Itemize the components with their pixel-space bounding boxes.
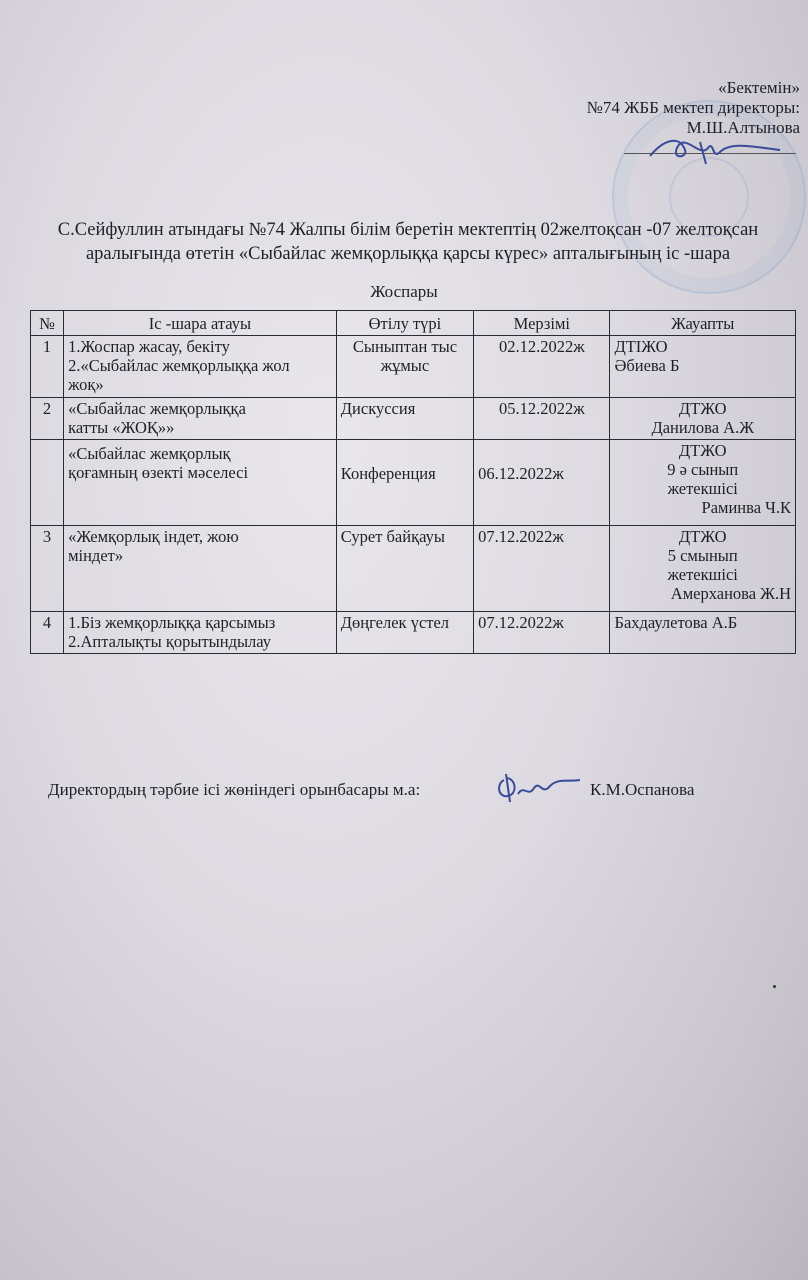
header-format: Өтілу түрі bbox=[336, 311, 473, 336]
event-responsible: ДТЖО Данилова А.Ж bbox=[610, 398, 796, 440]
event-format: Дөңгелек үстел bbox=[336, 612, 473, 654]
event-format: Сурет байқауы bbox=[336, 526, 473, 612]
events-table bbox=[30, 310, 796, 654]
event-date: 07.12.2022ж bbox=[474, 612, 610, 654]
table-header-row bbox=[31, 311, 796, 336]
approval-director-name: М.Ш.Алтынова bbox=[686, 118, 800, 137]
table-row bbox=[31, 336, 796, 398]
event-responsible: ДТЖО 5 смынып жетекшісі Амерханова Ж.Н bbox=[610, 526, 796, 612]
event-responsible: Бахдаулетова А.Б bbox=[610, 612, 796, 654]
event-name: «Сыбайлас жемқорлық қоғамның өзекті мәселесі bbox=[64, 440, 337, 526]
event-date: 06.12.2022ж bbox=[474, 440, 610, 526]
row-number bbox=[31, 440, 64, 526]
deputy-signature bbox=[492, 770, 582, 806]
event-name: 1.Жоспар жасау, бекіту 2.«Сыбайлас жемқорлыққа жол жоқ» bbox=[64, 336, 337, 398]
header-number: № bbox=[31, 311, 64, 336]
footer-signature-block bbox=[48, 780, 808, 810]
table-row bbox=[31, 612, 796, 654]
table-row bbox=[31, 440, 796, 526]
event-responsible: ДТІЖО Әбиева Б bbox=[610, 336, 796, 398]
header-responsible: Жауапты bbox=[610, 311, 796, 336]
table-row bbox=[31, 398, 796, 440]
row-number: 2 bbox=[31, 398, 64, 440]
row-number: 1 bbox=[31, 336, 64, 398]
row-number: 3 bbox=[31, 526, 64, 612]
event-name: 1.Біз жемқорлыққа қарсымыз 2.Апталықты қорытындылау bbox=[64, 612, 337, 654]
approval-line-2: №74 ЖББ мектеп директоры: bbox=[586, 98, 800, 117]
title-line-1: С.Сейфуллин атындағы №74 Жалпы білім беретін мектептің 02желтоқсан -07 желтоқсан bbox=[57, 220, 759, 240]
event-name: «Сыбайлас жемқорлыққа катты «ЖОҚ»» bbox=[64, 398, 337, 440]
deputy-name: К.М.Оспанова bbox=[590, 780, 695, 799]
paper-speck bbox=[773, 985, 776, 988]
plan-heading: Жоспары bbox=[370, 282, 438, 301]
header-date: Мерзімі bbox=[474, 311, 610, 336]
deputy-role: Директордың тәрбие ісі жөніндегі орынбасары м.а: bbox=[48, 780, 421, 799]
director-signature bbox=[640, 128, 790, 168]
event-date: 07.12.2022ж bbox=[474, 526, 610, 612]
event-name: «Жемқорлық індет, жою міндет» bbox=[64, 526, 337, 612]
header-event-name: Іс -шара атауы bbox=[64, 311, 337, 336]
title-line-2: аралығында өтетін «Сыбайлас жемқорлыққа қарсы күрес» апталығының іс -шара bbox=[85, 244, 731, 264]
event-format: Сыныптан тыс жұмыс bbox=[336, 336, 473, 398]
event-format: Дискуссия bbox=[336, 398, 473, 440]
approval-line-1: «Бектемін» bbox=[718, 78, 800, 97]
table-row bbox=[31, 526, 796, 612]
event-responsible: ДТЖО 9 ә сынып жетекшісі Раминва Ч.К bbox=[610, 440, 796, 526]
event-date: 02.12.2022ж bbox=[474, 336, 610, 398]
document-title bbox=[20, 218, 796, 266]
event-format: Конференция bbox=[336, 440, 473, 526]
event-date: 05.12.2022ж bbox=[474, 398, 610, 440]
row-number: 4 bbox=[31, 612, 64, 654]
